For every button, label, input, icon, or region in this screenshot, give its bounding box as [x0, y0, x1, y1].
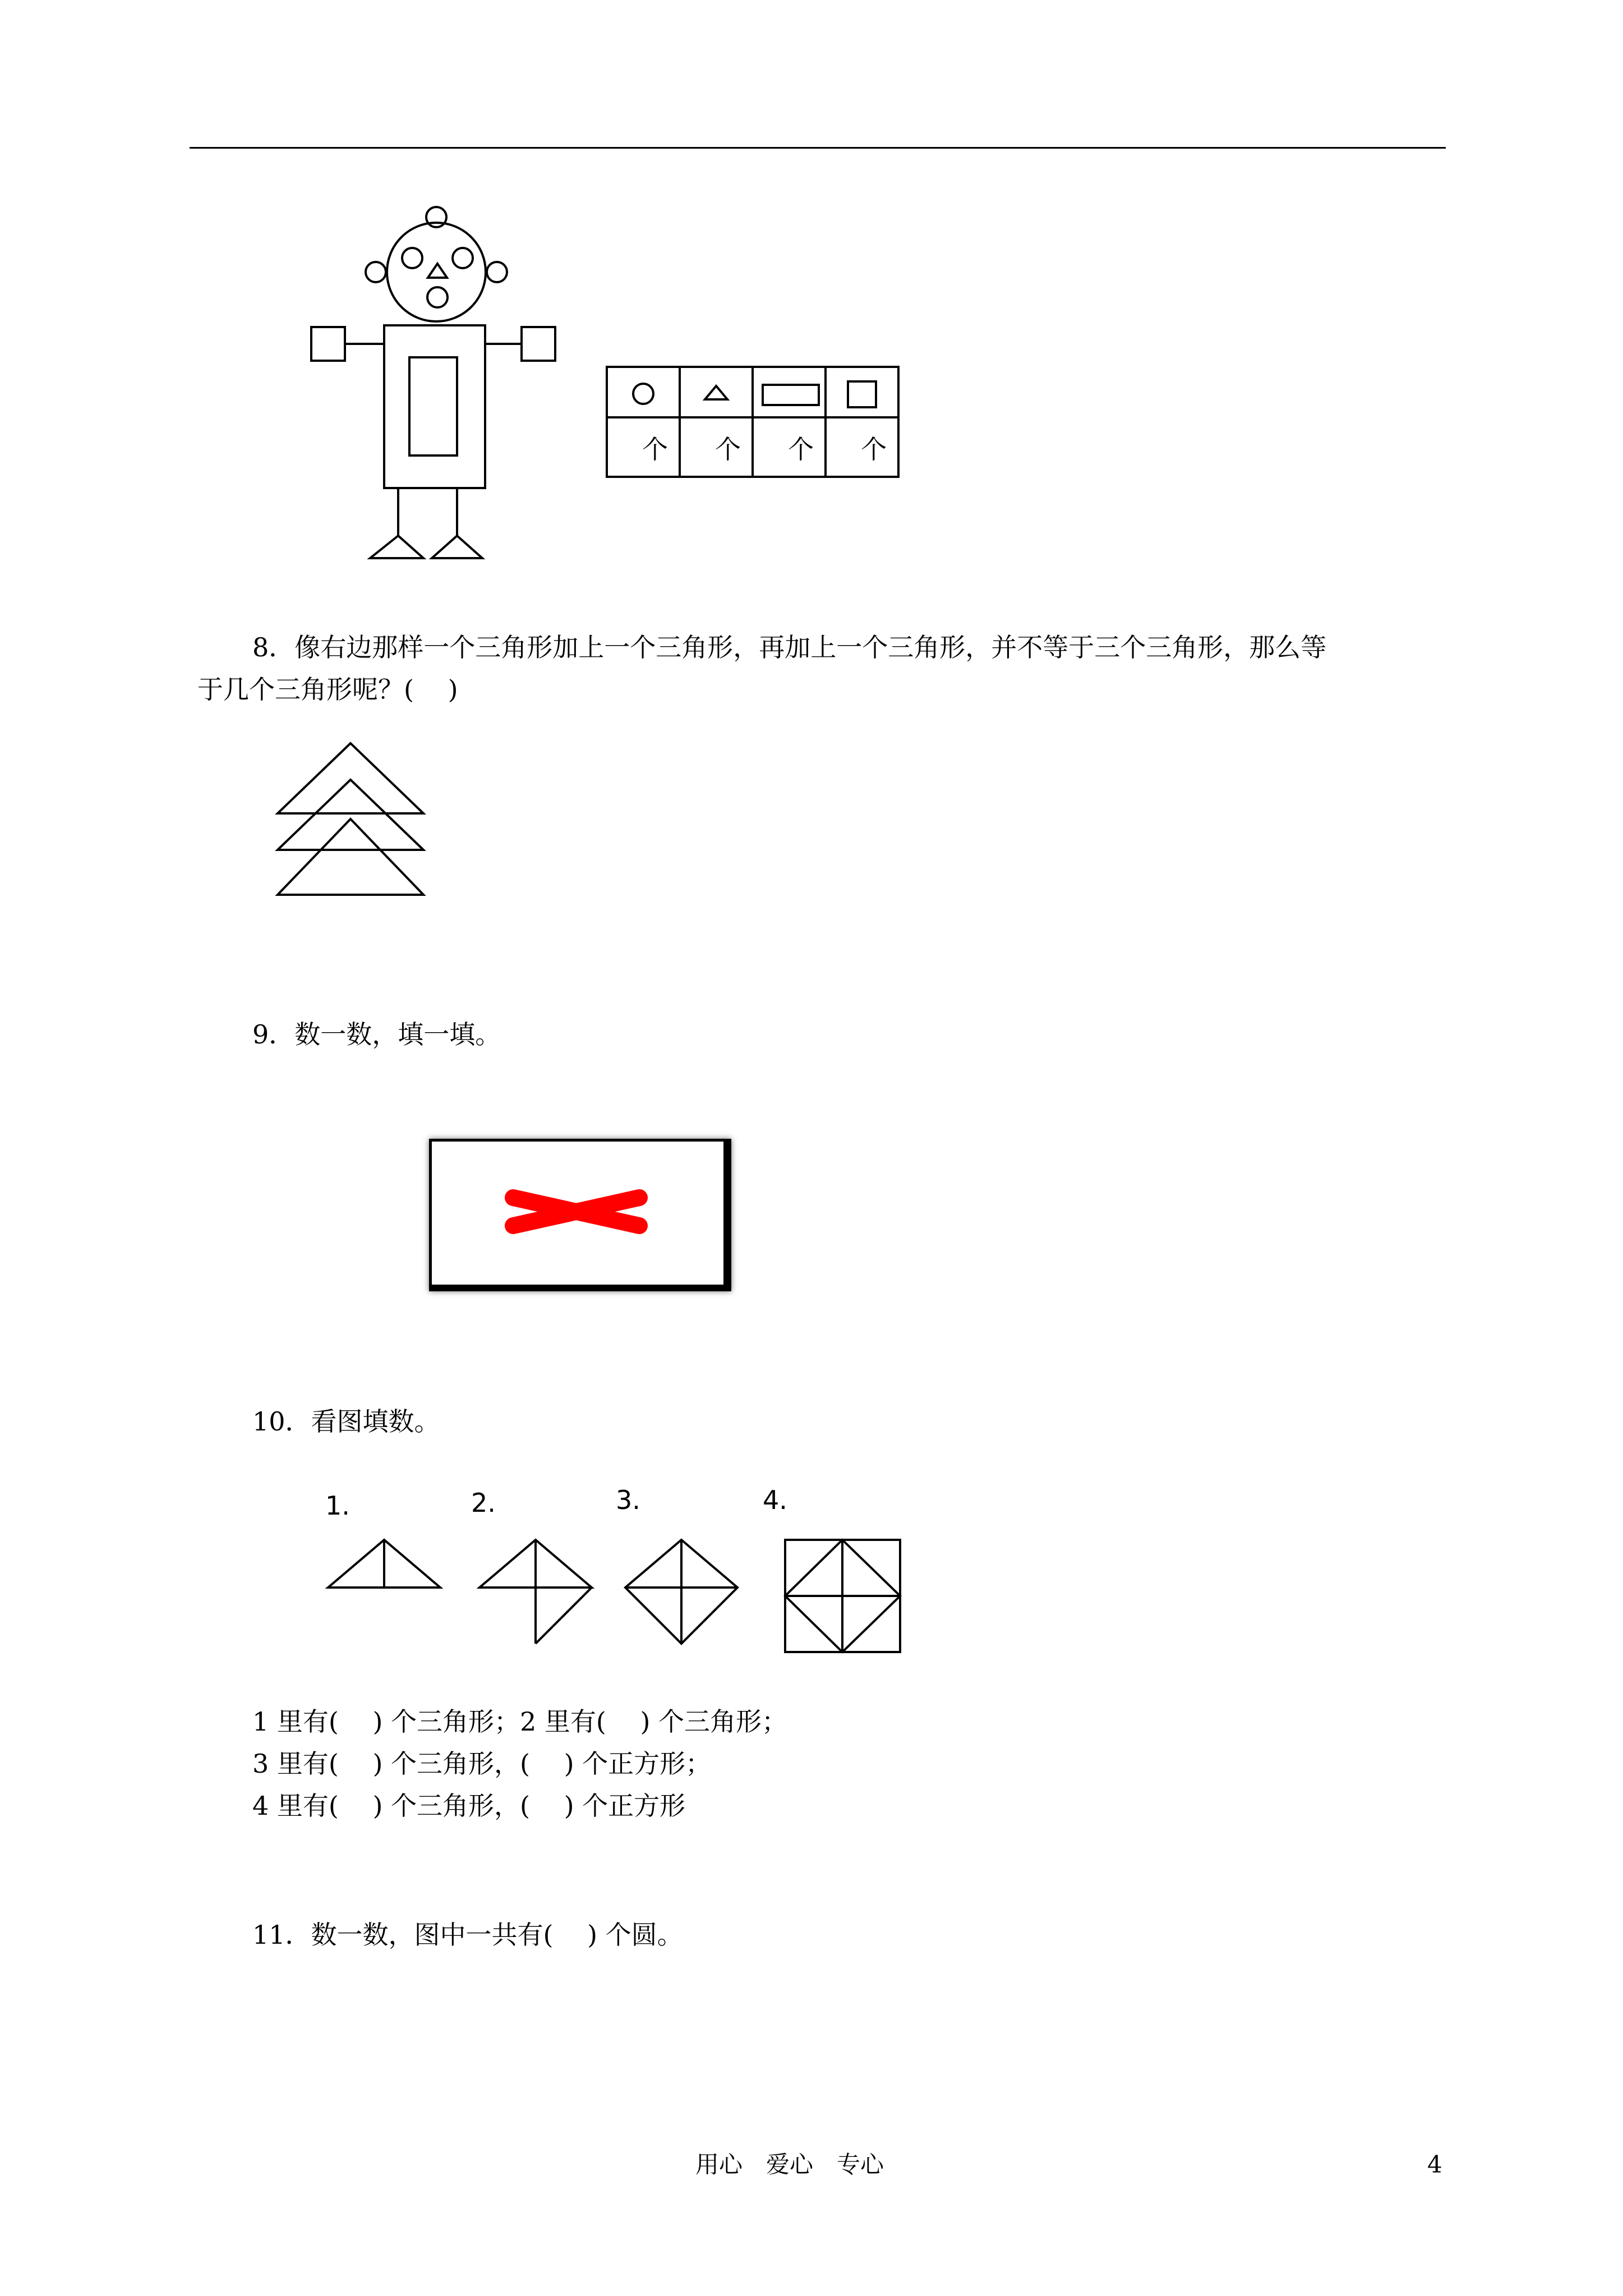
q10-answer-line1: 1 里有( ) 个三角形；2 里有( ) 个三角形；	[252, 1706, 788, 1737]
broken-image-placeholder	[429, 1139, 731, 1291]
broken-image-x-icon	[432, 1142, 723, 1285]
q10-label-2: 2.	[471, 1488, 496, 1518]
q10-answer-line3: 4 里有( ) 个三角形，( ) 个正方形	[252, 1791, 686, 1821]
q10-figures	[320, 1531, 909, 1660]
q10-label-4: 4.	[763, 1485, 787, 1515]
stacked-triangles-figure	[269, 735, 432, 903]
q10-title: 10．看图填数。	[252, 1406, 440, 1437]
q10-label-1: 1.	[325, 1490, 350, 1521]
q10-answer-line2: 3 里有( ) 个三角形，( ) 个正方形；	[252, 1749, 712, 1779]
q8-line1: 8．像右边那样一个三角形加上一个三角形，再加上一个三角形，并不等于三个三角形，那么等	[252, 632, 1327, 662]
q10-label-3: 3.	[616, 1485, 640, 1515]
q8-line2: 于几个三角形呢？( )	[197, 674, 458, 705]
page-number: 4	[1427, 2151, 1442, 2178]
table-unit-3: 个	[788, 434, 814, 464]
table-unit-4: 个	[861, 434, 887, 464]
header-rule	[190, 147, 1446, 149]
table-unit-1: 个	[642, 434, 668, 464]
q11-text: 11．数一数，图中一共有( ) 个圆。	[252, 1920, 683, 1950]
robot-figure	[297, 199, 465, 569]
table-unit-2: 个	[715, 434, 741, 464]
footer-motto: 用心 爱心 专心	[695, 2151, 884, 2178]
q9-text: 9．数一数，填一填。	[252, 1019, 501, 1050]
